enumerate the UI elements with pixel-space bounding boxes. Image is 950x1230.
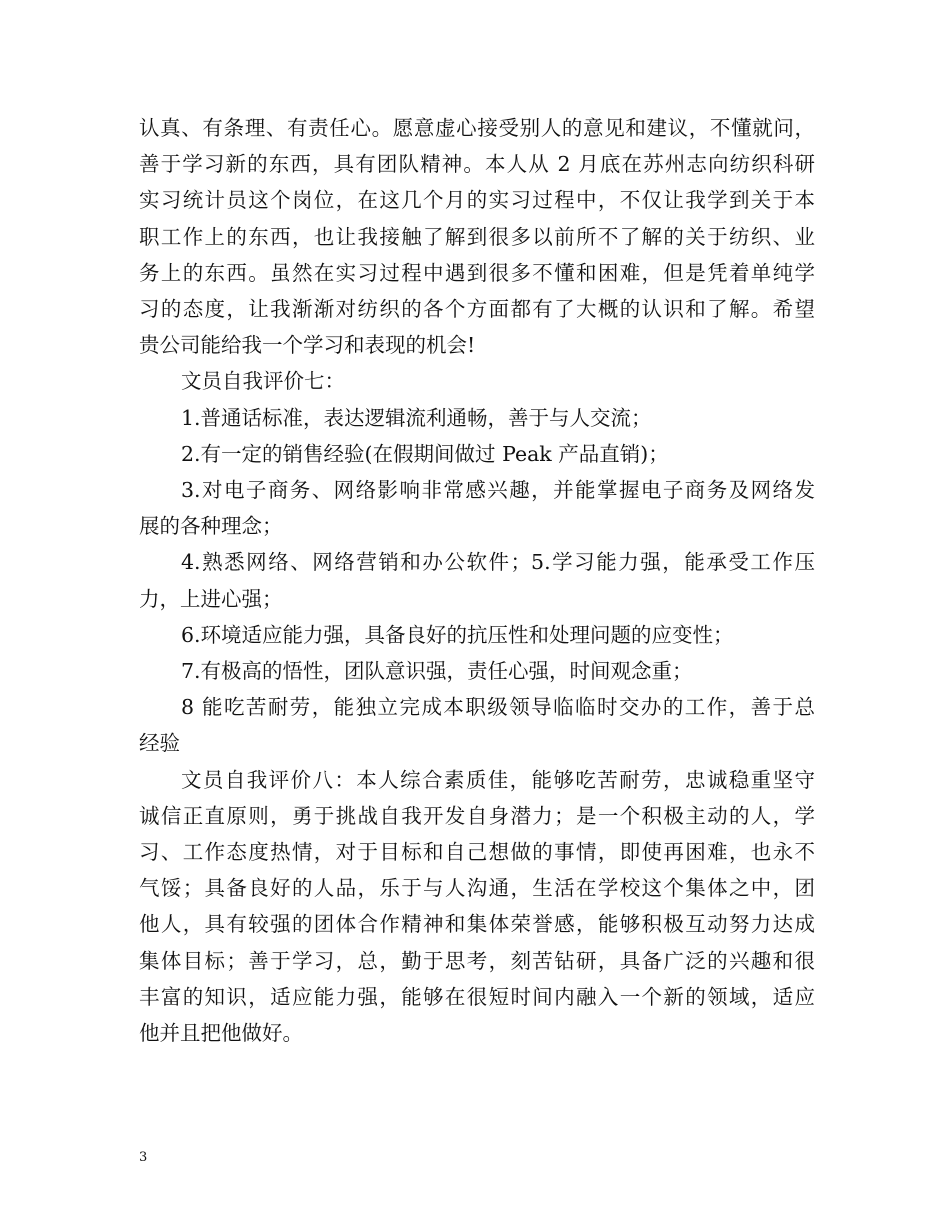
text-line: 认真、有条理、有责任心。愿意虚心接受别人的意见和建议，不懂就问， [139, 116, 815, 140]
text-line: 善于学习新的东西，具有团队精神。本人从 2 月底在苏州志向纺织科研 [139, 152, 815, 177]
text-line: 他并且把他做好。 [139, 1021, 303, 1046]
page-number: 3 [139, 1150, 148, 1165]
text-line: 气馁；具备良好的人品，乐于与人沟通，生活在学校这个集体之中，团 [139, 876, 815, 901]
list-item: 6.环境适应能力强，具备良好的抗压性和处理问题的应变性； [181, 622, 734, 647]
text-line: 职工作上的东西，也让我接触了解到很多以前所不了解的关于纺织、业 [139, 224, 815, 249]
text-line: 习的态度，让我渐渐对纺织的各个方面都有了大概的认识和了解。希望 [139, 297, 815, 322]
text-line: 务上的东西。虽然在实习过程中遇到很多不懂和困难，但是凭着单纯学 [139, 260, 815, 285]
list-item: 3.对电子商务、网络影响非常感兴趣，并能掌握电子商务及网络发 [181, 478, 815, 503]
text-line: 习、工作态度热情，对于目标和自己想做的事情，即使再困难，也永不 [139, 840, 815, 865]
text-line: 诚信正直原则，勇于挑战自我开发自身潜力；是一个积极主动的人，学 [139, 803, 815, 828]
list-item: 2.有一定的销售经验(在假期间做过 Peak 产品直销)； [181, 441, 669, 466]
list-item: 4.熟悉网络、网络营销和办公软件；5.学习能力强，能承受工作压 [181, 550, 815, 575]
list-item-continuation: 经验 [139, 731, 180, 756]
list-item-continuation: 展的各种理念； [139, 514, 283, 539]
list-item: 8 能吃苦耐劳，能独立完成本职级领导临临时交办的工作，善于总 [181, 695, 815, 720]
text-line: 文员自我评价八：本人综合素质佳，能够吃苦耐劳，忠诚稳重坚守 [181, 767, 815, 792]
section-heading: 文员自我评价七： [181, 369, 345, 394]
list-item: 7.有极高的悟性，团队意识强，责任心强，时间观念重； [181, 659, 693, 684]
text-line: 集体目标；善于学习，总，勤于思考，刻苦钻研，具备广泛的兴趣和很 [139, 948, 815, 973]
text-line: 实习统计员这个岗位，在这几个月的实习过程中，不仅让我学到关于本 [139, 188, 815, 213]
list-item: 1.普通话标准，表达逻辑流利通畅，善于与人交流； [181, 405, 652, 430]
text-line: 贵公司能给我一个学习和表现的机会! [139, 333, 476, 358]
list-item-continuation: 力，上进心强； [139, 586, 283, 611]
text-line: 丰富的知识，适应能力强，能够在很短时间内融入一个新的领域，适应 [139, 984, 815, 1009]
body-text [139, 110, 815, 1051]
text-line: 他人，具有较强的团体合作精神和集体荣誉感，能够积极互动努力达成 [139, 912, 815, 937]
